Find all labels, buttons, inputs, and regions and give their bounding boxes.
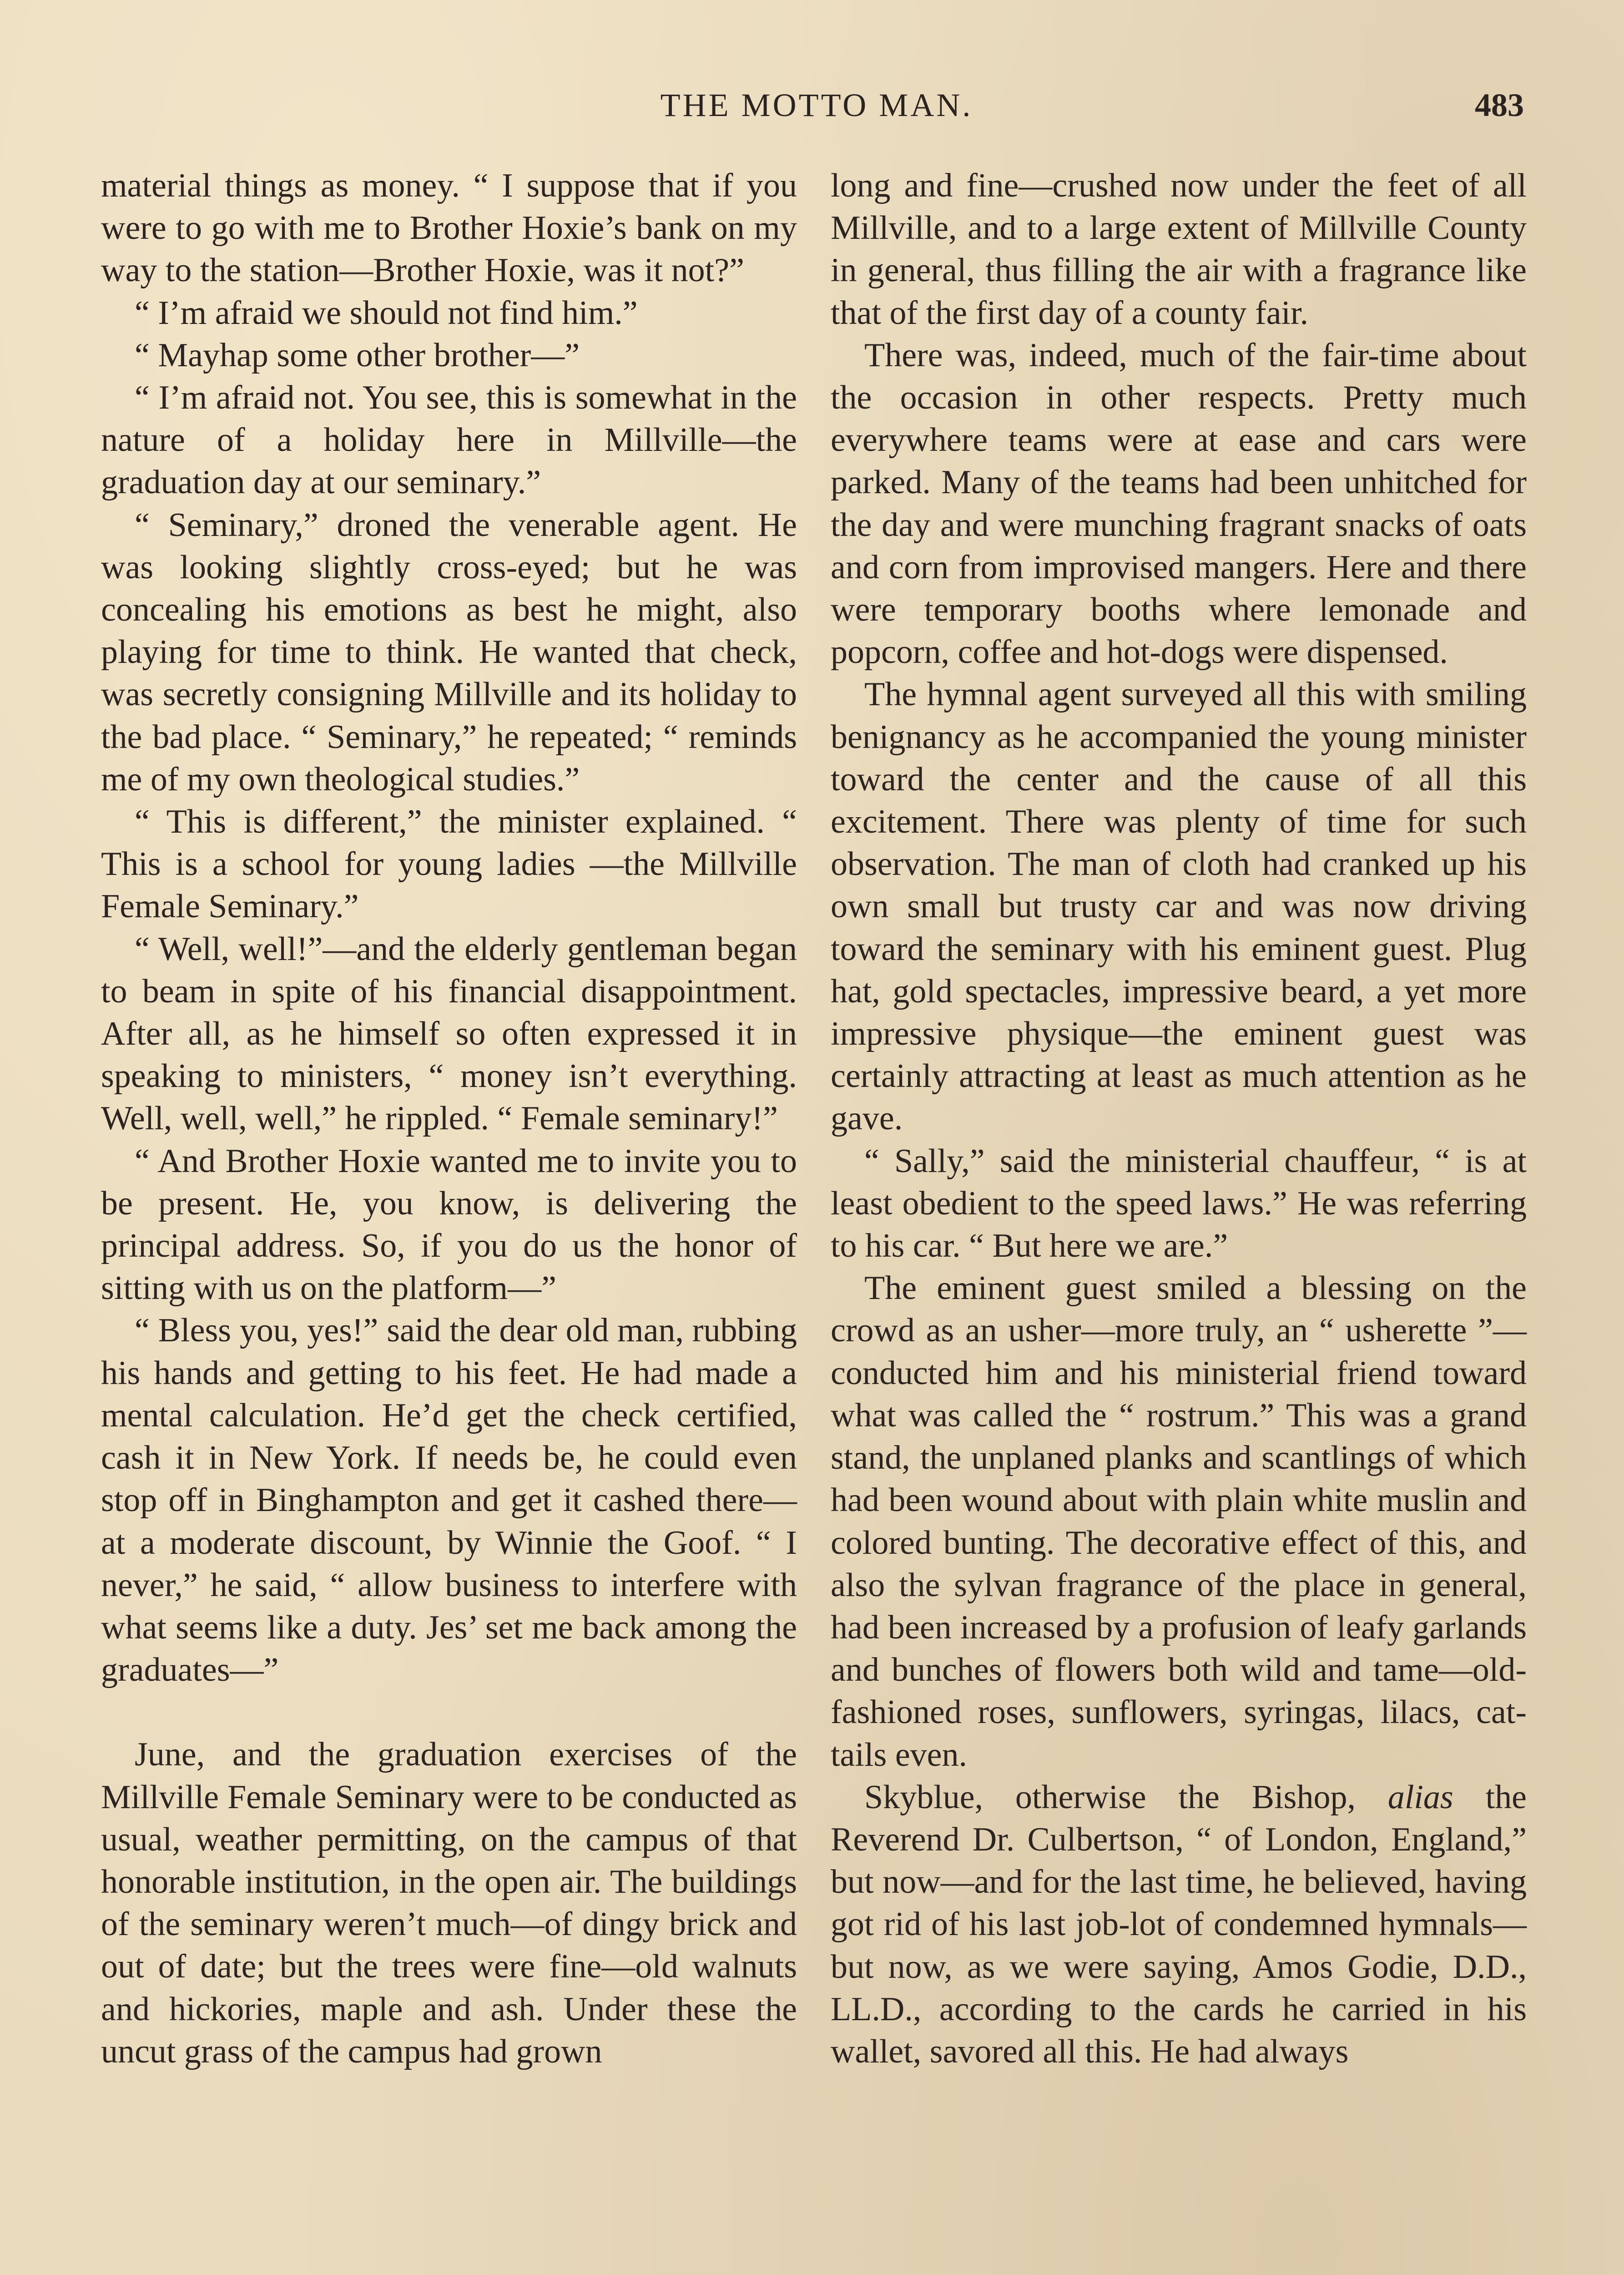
paragraph: “ Sally,” said the ministerial chauffeur, “ is at least obedient to the speed laws.” He was referring to his car. “ But here we are.” <box>831 1142 1527 1265</box>
paragraph: material things as money. “ I suppose that if you were to go with me to Brother Hoxie’s bank on my way to the station—Brother Hoxie, was it not?” <box>101 167 797 289</box>
paragraph: “ Bless you, yes!” said the dear old man, rubbing his hands and getting to his feet. He had made a mental calculation. He’d get the check certified, cash it in New York. If needs be, he could even stop off in Binghampton and get it cashed there—at a moderate discount, by Winnie the Goof. “ I never,” he said, “ allow business to interfere with what seems like a duty. Jes’ set me back among the graduates—” <box>101 1312 797 1689</box>
paragraph: “ This is different,” the minister explained. “ This is a school for young ladies —the Millville Female Seminary.” <box>101 803 797 925</box>
final-text-italic: alias <box>1387 1778 1453 1816</box>
paragraph: “ Seminary,” droned the venerable agent. He was looking slightly cross-eyed; but he was concealing his emotions as best he might, also playing for time to think. He wanted that check, was secretly consigning Millville and its holiday to the bad place. “ Seminary,” he repeated; “ reminds me of my own theological studies.” <box>101 506 797 798</box>
right-column <box>831 165 1527 2073</box>
paragraph: “ And Brother Hoxie wanted me to invite you to be present. He, you know, is delivering the principal address. So, if you do us the honor of sitting with us on the platform—” <box>101 1142 797 1307</box>
paragraph: “ Well, well!”—and the elderly gentleman began to beam in spite of his financial disappointment. After all, as he himself so often expressed it in speaking to ministers, “ money isn’t everything. Well, well, well,” he rippled. “ Female seminary!” <box>101 930 797 1138</box>
paragraph: The eminent guest smiled a blessing on the crowd as an usher—more truly, an “ usherette ”—conducted him and his ministerial friend toward what was called the “ rostrum.” This was a grand stand, the unplaned planks and scantlings of which had been wound about with plain white muslin and colored bunting. The decorative effect of this, and also the sylvan fragrance of the place in general, had been increased by a profusion of leafy garlands and bunches of flowers both wild and tame—old-fashioned roses, sunflowers, syringas, lilacs, cat-tails even. <box>831 1269 1527 1774</box>
paragraph: long and fine—crushed now under the feet of all Millville, and to a large extent of Millville County in general, thus filling the air with a fragrance like that of the first day of a county fair. <box>831 167 1527 332</box>
page-header <box>105 86 1528 141</box>
running-title: THE MOTTO MAN. <box>660 87 973 123</box>
paragraph: There was, indeed, much of the fair-time about the occasion in other respects. Pretty much everywhere teams were at ease and cars were parked. Many of the teams had been unhitched for the day and were munching fragrant snacks of oats and corn from improvised mangers. Here and there were temporary booths where lemonade and popcorn, coffee and hot-dogs were dispensed. <box>831 336 1527 671</box>
left-column <box>101 165 797 2073</box>
paragraph-final <box>831 1776 1527 2073</box>
paragraph: “ I’m afraid not. You see, this is somewhat in the nature of a holiday here in Millville—the graduation day at our seminary.” <box>101 379 797 501</box>
page-number: 483 <box>1475 87 1524 123</box>
final-text-start: Skyblue, otherwise the Bishop, <box>864 1778 1388 1816</box>
paragraph: The hymnal agent surveyed all this with smiling benignancy as he accompanied the young minister toward the center and the cause of all this excitement. There was plenty of time for such observation. The man of cloth had cranked up his own small but trusty car and was now driving toward the seminary with his eminent guest. Plug hat, gold spectacles, impressive beard, a yet more impressive physique—the eminent guest was certainly attracting at least as much attention as he gave. <box>831 676 1527 1138</box>
paragraph: “ I’m afraid we should not find him.” <box>135 294 638 332</box>
paragraph: June, and the graduation exercises of the Millville Female Seminary were to be conducted as usual, weather permitting, on the campus of that honorable institution, in the open air. The buildings of the seminary weren’t much—of dingy brick and out of date; but the trees were fine—old walnuts and hickories, maple and ash. Under these the uncut grass of the campus had grown <box>101 1736 797 2070</box>
paragraph: “ Mayhap some other brother—” <box>135 336 580 374</box>
final-text-end: the Reverend Dr. Culbertson, “ of London, England,” but now—and for the last time, he believed, having got rid of his last job-lot of condemned hymnals—but now, as we were saying, Amos Godie, D.D., LL.D., according to the cards he carried in his wallet, savored all this. He had always <box>831 1778 1527 2070</box>
